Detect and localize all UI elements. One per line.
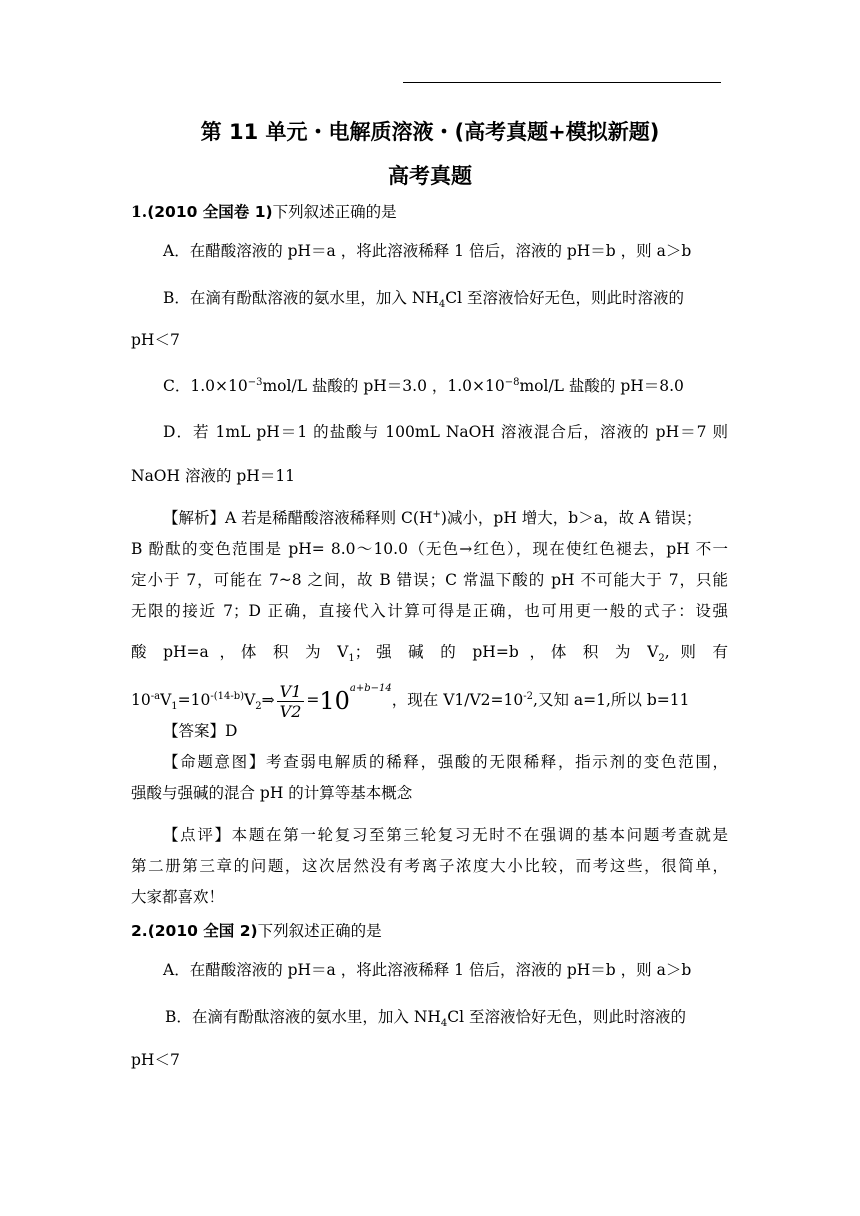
q1-analysis-line3: 定小于 7，可能在 7~8 之间，故 B 错误；C 常温下酸的 pH 不可能大于 7，只能 [131,571,728,589]
question-2-number: 2. [131,922,148,940]
question-2-stem [131,921,382,941]
q1-comment-line3: 大家都喜欢！ [131,888,225,906]
q1-option-d-line2: NaOH 溶液的 pH＝11 [131,467,296,485]
q1-option-d-line1: D．若 1mL pH＝1 的盐酸与 100mL NaOH 溶液混合后，溶液的 pH＝7 则 [163,423,728,441]
q1-option-b-line2: pH＜7 [131,331,180,349]
question-2-text: 下列叙述正确的是 [257,922,382,940]
header-rule [403,82,721,83]
q1-analysis-line4: 无限的接近 7；D 正确，直接代入计算可得是正确，也可用更一般的式子：设强 [131,602,728,620]
document-title: 第 11 单元・电解质溶液・(高考真题+模拟新题) [200,120,660,144]
q2-option-b-line2: pH＜7 [131,1051,180,1069]
q1-comment-line1: 【点评】本题在第一轮复习至第三轮复习无时不在强调的基本问题考查就是 [163,826,728,844]
q1-comment-line2: 第二册第三章的问题，这次居然没有考离子浓度大小比较，而考这些，很简单， [131,857,728,875]
q2-option-a: A．在醋酸溶液的 pH＝a ，将此溶液稀释 1 倍后，溶液的 pH＝b ，则 a＞b [163,961,692,979]
q1-analysis-line1: 【解析】A 若是稀醋酸溶液稀释则 C(H+)减小，pH 增大，b＞a，故 A 错误； [163,508,702,527]
q1-intent-line1: 【命题意图】考查弱电解质的稀释，强酸的无限稀释，指示剂的变色范围， [163,753,728,771]
q1-option-c: C．$1.0\times 10^{-3}mol/L$ 盐酸的 pH＝3.0 ，$1.0\times 10^{-8}mol/L$ 盐酸的 pH＝8.0 [163,376,684,395]
ratio-fraction: $\frac{V1}{V2}$ [277,682,305,721]
question-1-source: (2010 全国卷 1) [147,203,273,221]
q1-option-a: A．在醋酸溶液的 pH＝a ，将此溶液稀释 1 倍后，溶液的 pH＝b ，则 a＞b [163,242,692,260]
q1-intent-line2: 强酸与强碱的混合 pH 的计算等基本概念 [131,784,413,802]
question-1-stem [131,202,397,222]
q1-analysis-line2: B 酚酞的变色范围是 pH= 8.0～10.0（无色→红色），现在使红色褪去，pH 不一 [131,540,728,558]
q1-answer: 【答案】D [163,722,238,740]
q1-analysis-line5: 酸 pH=a ，体 积 为 $V_1$；强 碱 的 pH=b ，体 积 为 $V_2$, 则 有 [131,643,729,665]
question-1-number: 1. [131,202,148,221]
q1-analysis-equation: $10^{-a}V_1=10^{-(14-b)}V_2\Rightarrow$ $\frac{V1}{V2}$ $=10^{a+b-14}$，现在 $V1/V2=10^{-2}$,又知 a=1,所以 b=11 [131,681,690,721]
q1-option-b-line1: B．在滴有酚酞溶液的氨水里，加入 $NH_4Cl$ 至溶液恰好无色，则此时溶液的 [163,289,685,311]
section-heading: 高考真题 [388,164,472,188]
question-1-text: 下列叙述正确的是 [272,203,397,221]
question-2-source: (2010 全国 2) [147,922,258,940]
q2-option-b-line1: B．在滴有酚酞溶液的氨水里，加入 $NH_4Cl$ 至溶液恰好无色，则此时溶液的 [165,1008,687,1030]
